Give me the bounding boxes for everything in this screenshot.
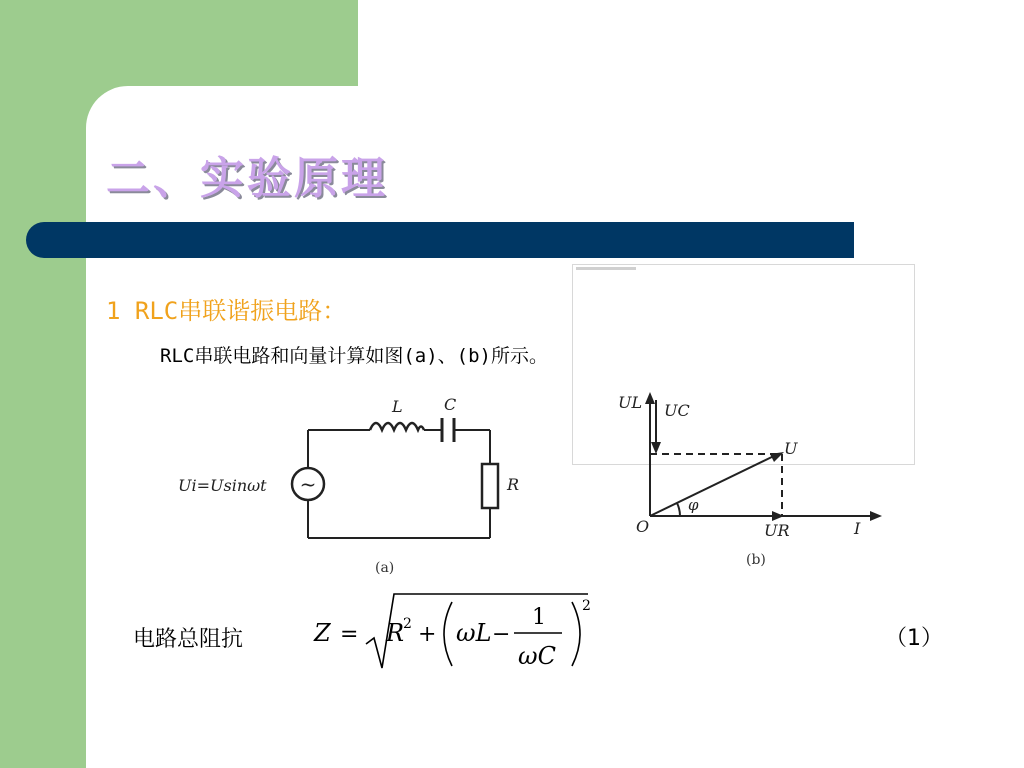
ac-source-tilde: ~ bbox=[299, 472, 317, 496]
label-phi: φ bbox=[688, 496, 699, 514]
label-O: O bbox=[636, 517, 650, 536]
label-U: U bbox=[784, 439, 798, 458]
equation-number: （1） bbox=[885, 626, 943, 651]
inductor-symbol bbox=[370, 423, 424, 430]
label-L: L bbox=[392, 397, 403, 416]
svg-text:2: 2 bbox=[582, 598, 591, 614]
label-R: R bbox=[507, 475, 520, 494]
resistor-symbol bbox=[482, 464, 498, 508]
top-white-area bbox=[358, 0, 1024, 90]
placeholder-caption bbox=[576, 267, 636, 270]
body-text: RLC串联电路和向量计算如图(a)、(b)所示。 bbox=[160, 345, 548, 367]
slide-title: 二、实验原理 bbox=[106, 153, 388, 204]
svg-text:+: + bbox=[418, 622, 437, 647]
section-heading: 1 RLC串联谐振电路： bbox=[106, 297, 347, 325]
svg-text:ωL: ωL bbox=[456, 619, 492, 647]
title-underline-bar bbox=[26, 222, 854, 258]
svg-text:Z: Z bbox=[314, 619, 331, 647]
caption-a: (a) bbox=[375, 560, 395, 576]
label-I: I bbox=[854, 519, 861, 538]
formula-label: 电路总阻抗 bbox=[133, 627, 244, 652]
impedance-formula bbox=[310, 588, 600, 678]
svg-text:1: 1 bbox=[532, 605, 546, 630]
source-label: Ui=Usinωt bbox=[178, 476, 267, 495]
svg-text:=: = bbox=[340, 622, 359, 647]
label-UR: UR bbox=[764, 521, 790, 540]
phasor-diagram-b bbox=[598, 386, 888, 574]
label-UC: UC bbox=[664, 401, 690, 420]
svg-text:ωC: ωC bbox=[518, 642, 556, 670]
svg-text:R: R bbox=[386, 619, 405, 647]
capacitor-symbol bbox=[442, 418, 454, 442]
svg-text:2: 2 bbox=[403, 616, 412, 632]
svg-text:−: − bbox=[492, 622, 511, 647]
circuit-diagram-a bbox=[170, 388, 520, 578]
label-UL: UL bbox=[618, 393, 643, 412]
label-C: C bbox=[444, 395, 457, 414]
caption-b: (b) bbox=[746, 552, 766, 568]
